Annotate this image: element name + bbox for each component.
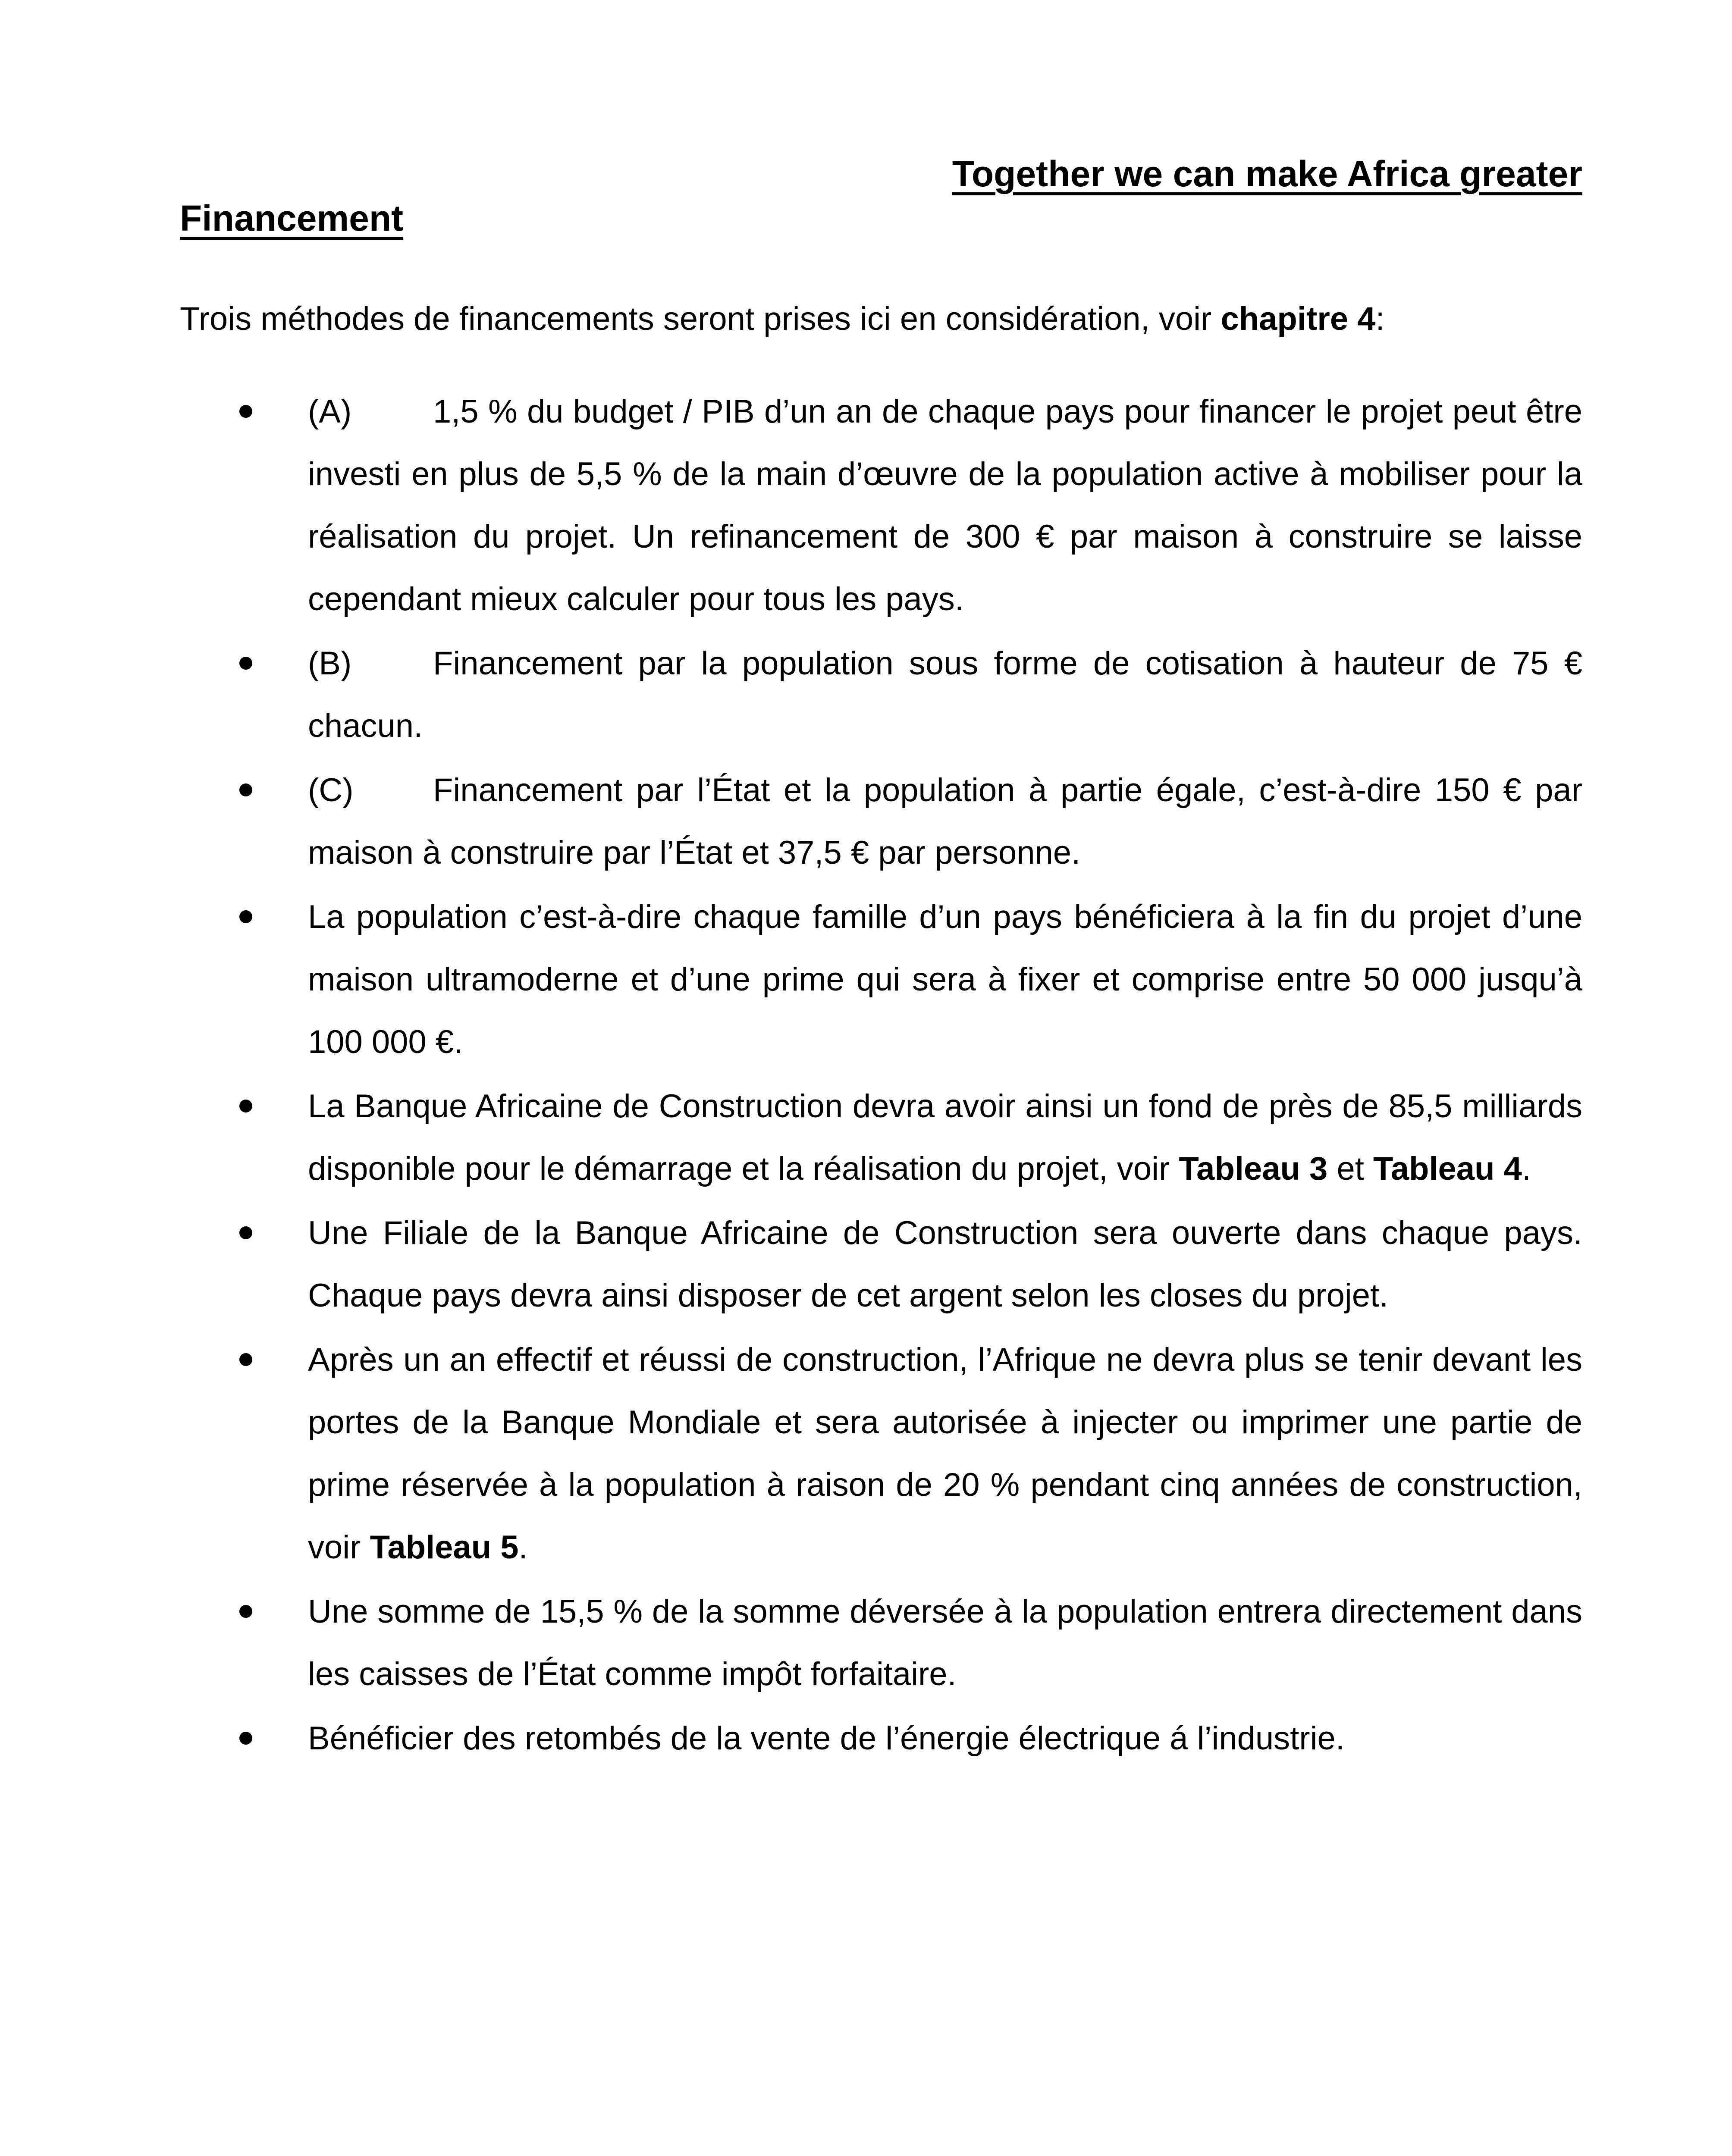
list-item xyxy=(0,1202,1582,1327)
bullet-icon xyxy=(239,657,252,670)
item-text: La Banque Africaine de Construction devra avoir ainsi un fond de près de 85,5 milliards disponible pour le démarrage et la réalisation du projet, voir xyxy=(308,1088,1582,1187)
table-ref: Tableau 3 xyxy=(1179,1150,1328,1187)
bullet-icon xyxy=(239,1353,252,1366)
item-text: Financement par l’État et la population à partie égale, c’est-à-dire 150 € par maison à construire par l’État et 37,5 € par personne. xyxy=(308,772,1582,871)
list-item xyxy=(0,1707,1582,1770)
item-text: La population c’est-à-dire chaque famille d’un pays bénéficiera à la fin du projet d’une maison ultramoderne et d’une prime qui sera à fixer et comprise entre 50 000 jusqu’à 100 000 €. xyxy=(308,899,1582,1060)
item-text: Une Filiale de la Banque Africaine de Construction sera ouverte dans chaque pays. Chaque pays devra ainsi disposer de cet argent selon les closes du projet. xyxy=(308,1215,1582,1314)
table-ref: Tableau 5 xyxy=(370,1529,519,1566)
list-item xyxy=(0,380,1582,630)
item-text-end: . xyxy=(518,1529,528,1566)
intro-text: Trois méthodes de financements seront prises ici en considération, voir xyxy=(180,301,1221,337)
bullet-icon xyxy=(239,783,252,796)
item-text: Bénéficier des retombés de la vente de l’énergie électrique á l’industrie. xyxy=(308,1720,1345,1757)
bullet-icon xyxy=(239,1605,252,1618)
item-text-end: . xyxy=(1522,1150,1531,1187)
financing-list xyxy=(0,380,1732,1771)
list-item xyxy=(0,759,1582,884)
section-title: Financement xyxy=(180,198,404,238)
list-item xyxy=(0,1580,1582,1705)
running-header: Together we can make Africa greater xyxy=(952,154,1582,194)
bullet-icon xyxy=(239,1226,252,1239)
list-item xyxy=(0,632,1582,757)
item-letter: (A) xyxy=(308,393,352,430)
item-text: Après un an effectif et réussi de construction, l’Afrique ne devra plus se tenir devant les portes de la Banque Mondiale et sera autorisée à injecter ou imprimer une partie de prime réservée à la population à raison de 20 % pendant cinq années de construction, voir xyxy=(308,1341,1582,1566)
list-item xyxy=(0,886,1582,1073)
intro-end: : xyxy=(1375,301,1385,337)
intro-chapter-ref: chapitre 4 xyxy=(1221,301,1376,337)
item-text: 1,5 % du budget / PIB d’un an de chaque pays pour financer le projet peut être investi en plus de 5,5 % de la main d’œuvre de la population active à mobiliser pour la réalisation du projet. Un refinancement de 300 € par maison à construire se laisse cependant mieux calculer pour tous les pays. xyxy=(308,393,1582,617)
item-letter: (C) xyxy=(308,772,354,808)
list-item xyxy=(0,1329,1582,1579)
table-ref: Tableau 4 xyxy=(1373,1150,1522,1187)
bullet-icon xyxy=(239,910,252,923)
intro-paragraph xyxy=(180,295,1581,343)
item-text: Une somme de 15,5 % de la somme déversée à la population entrera directement dans les caisses de l’État comme impôt forfaitaire. xyxy=(308,1593,1582,1692)
bullet-icon xyxy=(239,1732,252,1745)
list-item xyxy=(0,1075,1582,1200)
item-text-mid: et xyxy=(1327,1150,1373,1187)
bullet-icon xyxy=(239,405,252,418)
item-letter: (B) xyxy=(308,645,352,682)
bullet-icon xyxy=(239,1100,252,1112)
item-text: Financement par la population sous forme de cotisation à hauteur de 75 € chacun. xyxy=(308,645,1582,744)
